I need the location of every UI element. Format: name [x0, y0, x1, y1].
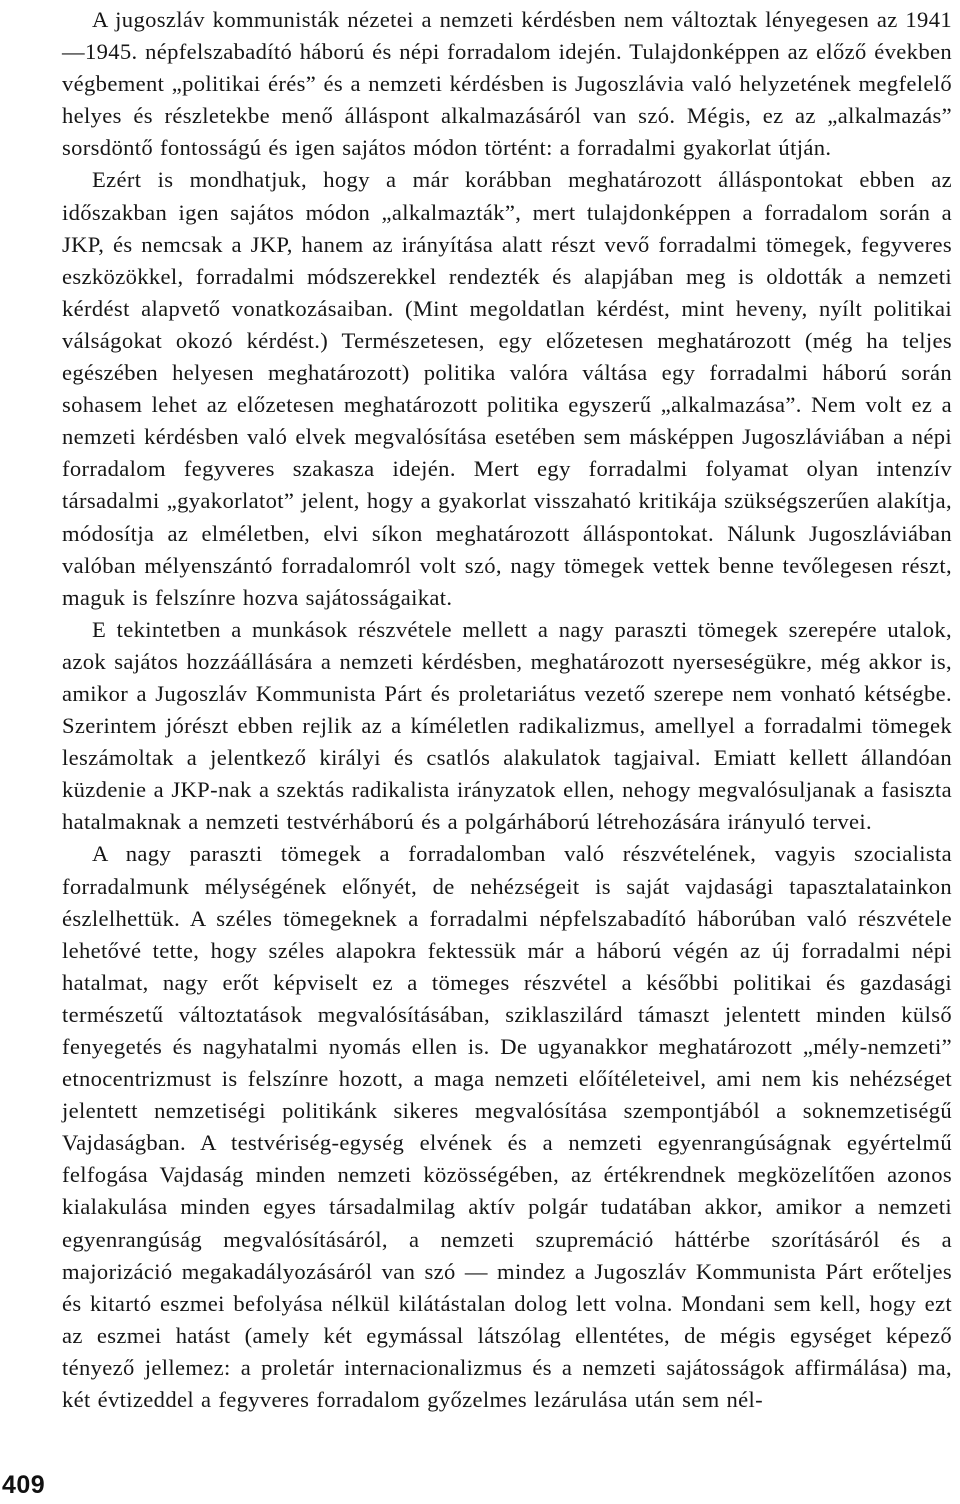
page-text-body: [62, 4, 952, 1416]
paragraph-2: Ezért is mondhatjuk, hogy a már korábban meghatározott álláspontokat ebben az időszakban igen sajátos módon „alkalmazták”, mert tulajdonképpen a forradalom során a JKP, és nemcsak a JKP, hanem az irányítása alatt részt vevő forradalmi tömegek, fegyveres eszközökkel, forradalmi módszerekkel rendezték és alapjában meg is oldották a nemzeti kérdést alapvető vonatkozásaiban. (Mint megoldatlan kérdést, mint heveny, nyílt politikai válságokat okozó kérdést.) Természetesen, egy előzetesen meghatározott (még ha teljes egészében helyesen meghatározott) politika valóra váltása egy forradalmi háború során sohasem lehet az előzetesen meghatározott politika egyszerű „alkalmazása”. Nem volt ez a nemzeti kérdésben való elvek megvalósítása esetében sem másképpen Jugoszláviában a népi forradalom fegyveres szakasza idején. Mert egy forradalmi folyamat olyan intenzív társadalmi „gyakorlatot” jelent, hogy a gyakorlat visszaható kritikája szükségszerűen alakítja, módosítja az elméletben, elvi síkon meghatározott álláspontokat. Nálunk Jugoszláviában valóban mélyenszántó forradalomról volt szó, nagy tömegek vettek benne tevőlegesen részt, maguk is felszínre hozva sajátosságaikat.: [62, 167, 952, 610]
paragraph-4: A nagy paraszti tömegek a forradalomban való részvételének, vagyis szocialista forradalmunk mélységének előnyét, de nehézségeit is saját vajdasági tapasztalatainkon észlelhettük. A széles tömegeknek a forradalmi népfelszabadító háborúban való részvétele lehetővé tette, hogy széles alapokra fektessük már a háború végén az új forradalmi népi hatalmat, nagy erőt képviselt ez a tömeges részvétel a későbbi politikai és gazdasági természetű változtatások megvalósításában, sziklaszilárd támaszt jelentett minden külső fenyegetés és nagyhatalmi nyomás ellen is. De ugyanakkor meghatározott „mély-nemzeti” etnocentrizmust is felszínre hozott, a maga nemzeti előítéleteivel, ami nem kis nehézséget jelentett nemzetiségi politikánk sikeres megvalósítása szempontjából a soknemzetiségű Vajdaságban. A testvériség-egység elvének és a nemzeti egyenrangúságnak egyértelmű felfogása Vajdaság minden nemzeti közösségében, az értékrendnek megközelítően azonos kialakulása minden egyes társadalmilag aktív polgár tudatában akkor, amikor a nemzeti egyenrangúság megvalósításáról, a nemzeti szupremáció háttérbe szorításáról és a majorizáció megakadályozásáról van szó — mindez a Jugoszláv Kommunista Párt erőteljes és kitartó eszmei befolyása nélkül kilátástalan dolog lett volna. Mondani sem kell, hogy ezt az eszmei hatást (amely két egymással látszólag ellentétes, de mégis egységet képező tényező jellemez: a proletár internacionalizmus és a nemzeti sajátosságok affirmálása) ma, két évtizeddel a fegyveres forradalom győzelmes lezárulása után sem nél-: [62, 841, 952, 1413]
paragraph-3: E tekintetben a munkások részvétele mellett a nagy paraszti tömegek szerepére utalok, azok sajátos hozzáállására a nemzeti kérdésben, meghatározott nyerseségükre, még akkor is, amikor a Jugoszláv Kommunista Párt és proletariátus vezető szerepe nem vonható kétségbe. Szerintem jórészt ebben rejlik az a kíméletlen radikalizmus, amellyel a forradalmi tömegek leszámoltak a jelentkező királyi és csatlós alakulatok tagjaival. Emiatt kellett állandóan küzdenie a JKP-nak a szektás radikalista irányzatok ellen, nehogy megvalósuljanak a fasiszta hatalmaknak a nemzeti testvérháború és a polgárháború létrehozására irányuló tervei.: [62, 616, 952, 835]
page-number: 409: [2, 1471, 46, 1499]
paragraph-1: A jugoszláv kommunisták nézetei a nemzeti kérdésben nem változtak lényegesen az 1941—1945. népfelszabadító háború és népi forradalom idején. Tulajdonképpen az előző években végbement „politikai érés” és a nemzeti kérdésben is Jugoszlávia való helyzetének megfelelő helyes és részletekbe menő álláspont alkalmazásáról van szó. Mégis, ez az „alkalmazás” sorsdöntő fontosságú és igen sajátos módon történt: a forradalmi gyakorlat útján.: [62, 7, 952, 161]
